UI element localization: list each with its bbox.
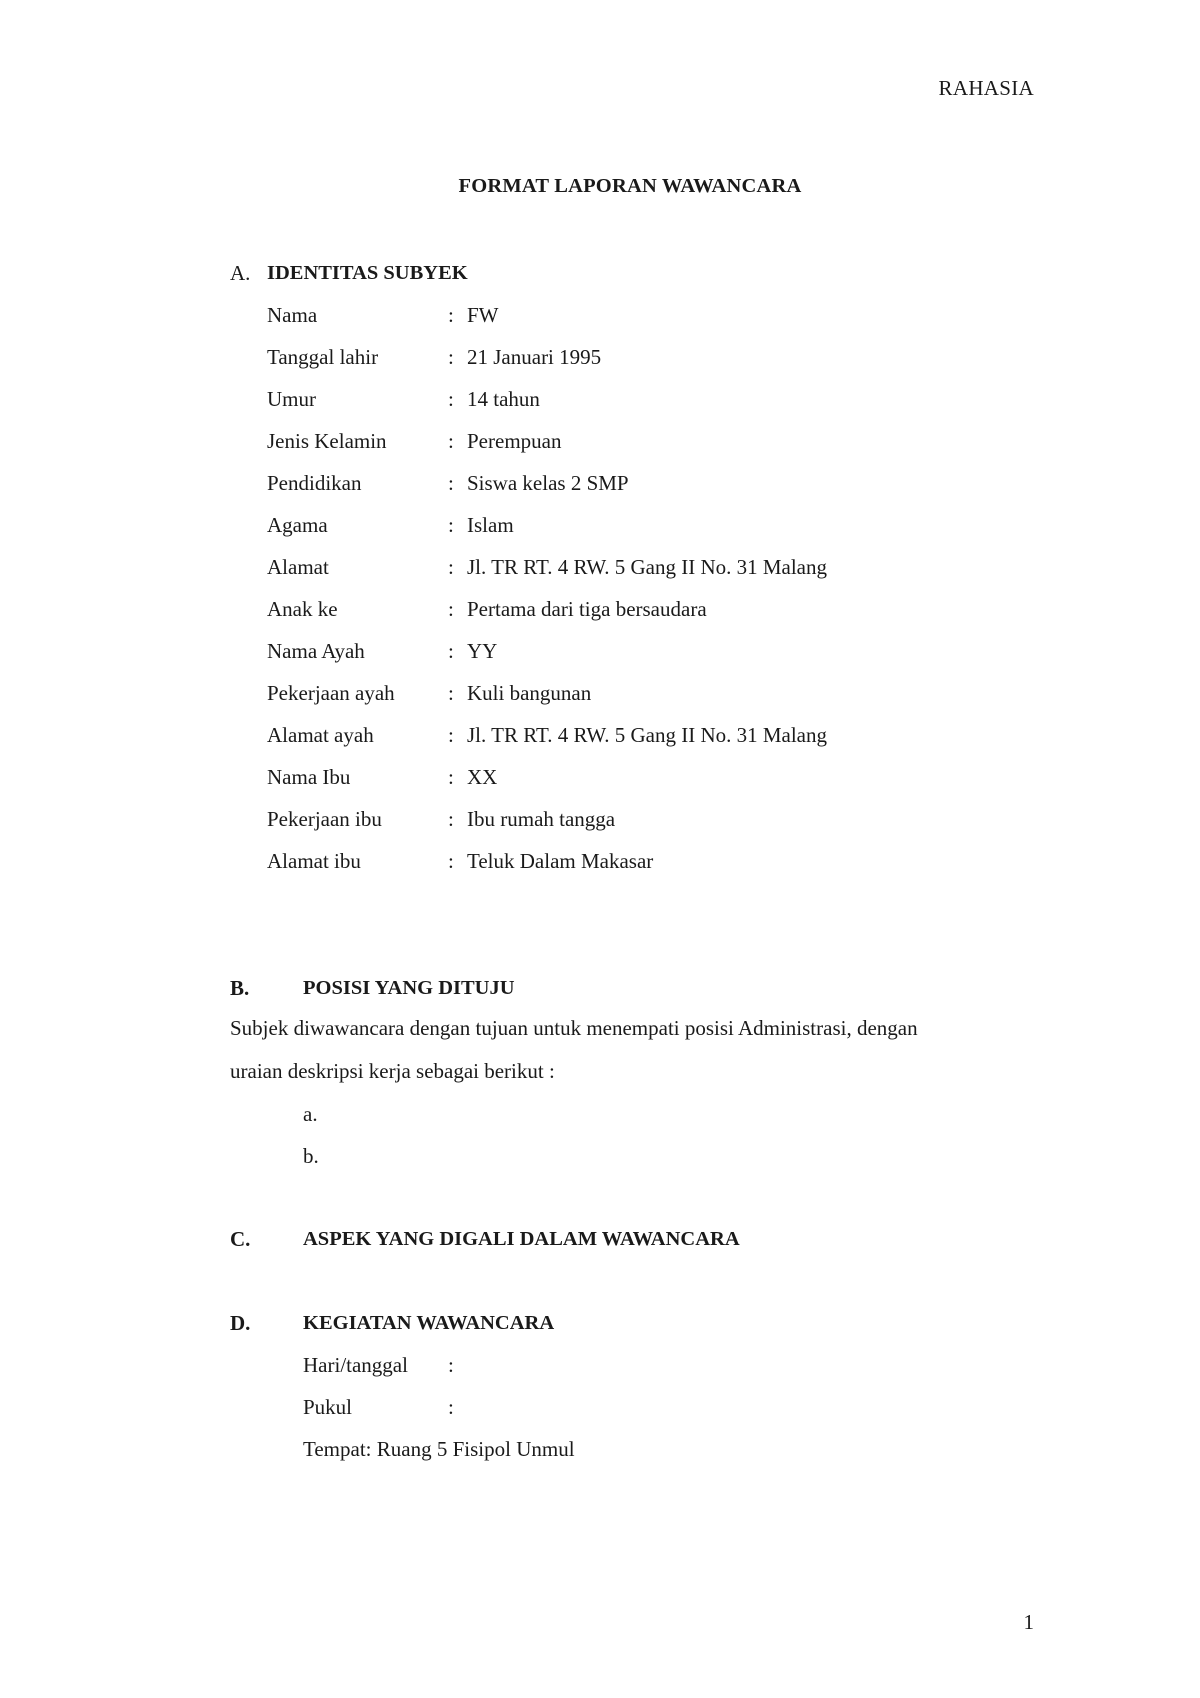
field-separator: :: [448, 513, 454, 537]
field-label: Tanggal lahir: [267, 345, 379, 369]
field-separator: :: [448, 387, 454, 411]
field-label: Nama Ayah: [267, 639, 365, 663]
place-line: Tempat: Ruang 5 Fisipol Unmul: [303, 1437, 575, 1461]
date-label: Hari/tanggal: [303, 1353, 408, 1377]
field-separator: :: [448, 345, 454, 369]
list-item-b: b.: [303, 1144, 319, 1168]
field-value: Siswa kelas 2 SMP: [467, 471, 629, 495]
field-value: Jl. TR RT. 4 RW. 5 Gang II No. 31 Malang: [467, 555, 828, 579]
section-d-letter: D.: [230, 1311, 251, 1335]
section-b-heading: POSISI YANG DITUJU: [303, 977, 515, 999]
time-label: Pukul: [303, 1395, 353, 1419]
field-label: Agama: [267, 513, 328, 537]
field-value: XX: [467, 765, 498, 789]
field-value: Perempuan: [467, 429, 562, 453]
field-value: 21 Januari 1995: [467, 345, 602, 369]
field-label: Pekerjaan ayah: [267, 681, 395, 705]
section-b-letter: B.: [230, 976, 250, 1000]
field-label: Anak ke: [267, 597, 338, 621]
field-label: Nama: [267, 303, 318, 327]
section-b-paragraph-line1: Subjek diwawancara dengan tujuan untuk menempati posisi Administrasi, dengan: [230, 1016, 918, 1040]
field-separator: :: [448, 597, 454, 621]
field-separator: :: [448, 681, 454, 705]
field-label: Nama Ibu: [267, 765, 351, 789]
field-separator: :: [448, 723, 454, 747]
section-c-heading: ASPEK YANG DIGALI DALAM WAWANCARA: [303, 1228, 740, 1250]
date-separator: :: [448, 1353, 454, 1377]
page-number: 1: [1023, 1610, 1034, 1634]
section-b-paragraph-line2: uraian deskripsi kerja sebagai berikut :: [230, 1059, 555, 1083]
field-value: Ibu rumah tangga: [467, 807, 616, 831]
field-separator: :: [448, 639, 454, 663]
field-label: Pekerjaan ibu: [267, 807, 382, 831]
field-value: Teluk Dalam Makasar: [467, 849, 654, 873]
field-label: Jenis Kelamin: [267, 429, 387, 453]
field-separator: :: [448, 807, 454, 831]
field-separator: :: [448, 429, 454, 453]
field-separator: :: [448, 303, 454, 327]
field-value: Pertama dari tiga bersaudara: [467, 597, 707, 621]
field-label: Alamat ayah: [267, 723, 374, 747]
field-value: YY: [467, 639, 498, 663]
field-separator: :: [448, 765, 454, 789]
field-separator: :: [448, 849, 454, 873]
field-label: Umur: [267, 387, 316, 411]
field-label: Alamat ibu: [267, 849, 361, 873]
field-separator: :: [448, 471, 454, 495]
confidential-label: RAHASIA: [938, 76, 1034, 100]
field-value: Kuli bangunan: [467, 681, 592, 705]
field-value: Jl. TR RT. 4 RW. 5 Gang II No. 31 Malang: [467, 723, 828, 747]
time-separator: :: [448, 1395, 454, 1419]
section-d-heading: KEGIATAN WAWANCARA: [303, 1312, 555, 1334]
list-item-a: a.: [303, 1102, 318, 1126]
field-value: FW: [467, 303, 499, 327]
field-label: Alamat: [267, 555, 329, 579]
section-a-heading: IDENTITAS SUBYEK: [267, 262, 468, 284]
field-label: Pendidikan: [267, 471, 362, 495]
field-separator: :: [448, 555, 454, 579]
document-title: FORMAT LAPORAN WAWANCARA: [458, 175, 802, 197]
field-value: 14 tahun: [467, 387, 540, 411]
field-value: Islam: [467, 513, 514, 537]
section-a-letter: A.: [230, 261, 251, 285]
section-c-letter: C.: [230, 1227, 251, 1251]
